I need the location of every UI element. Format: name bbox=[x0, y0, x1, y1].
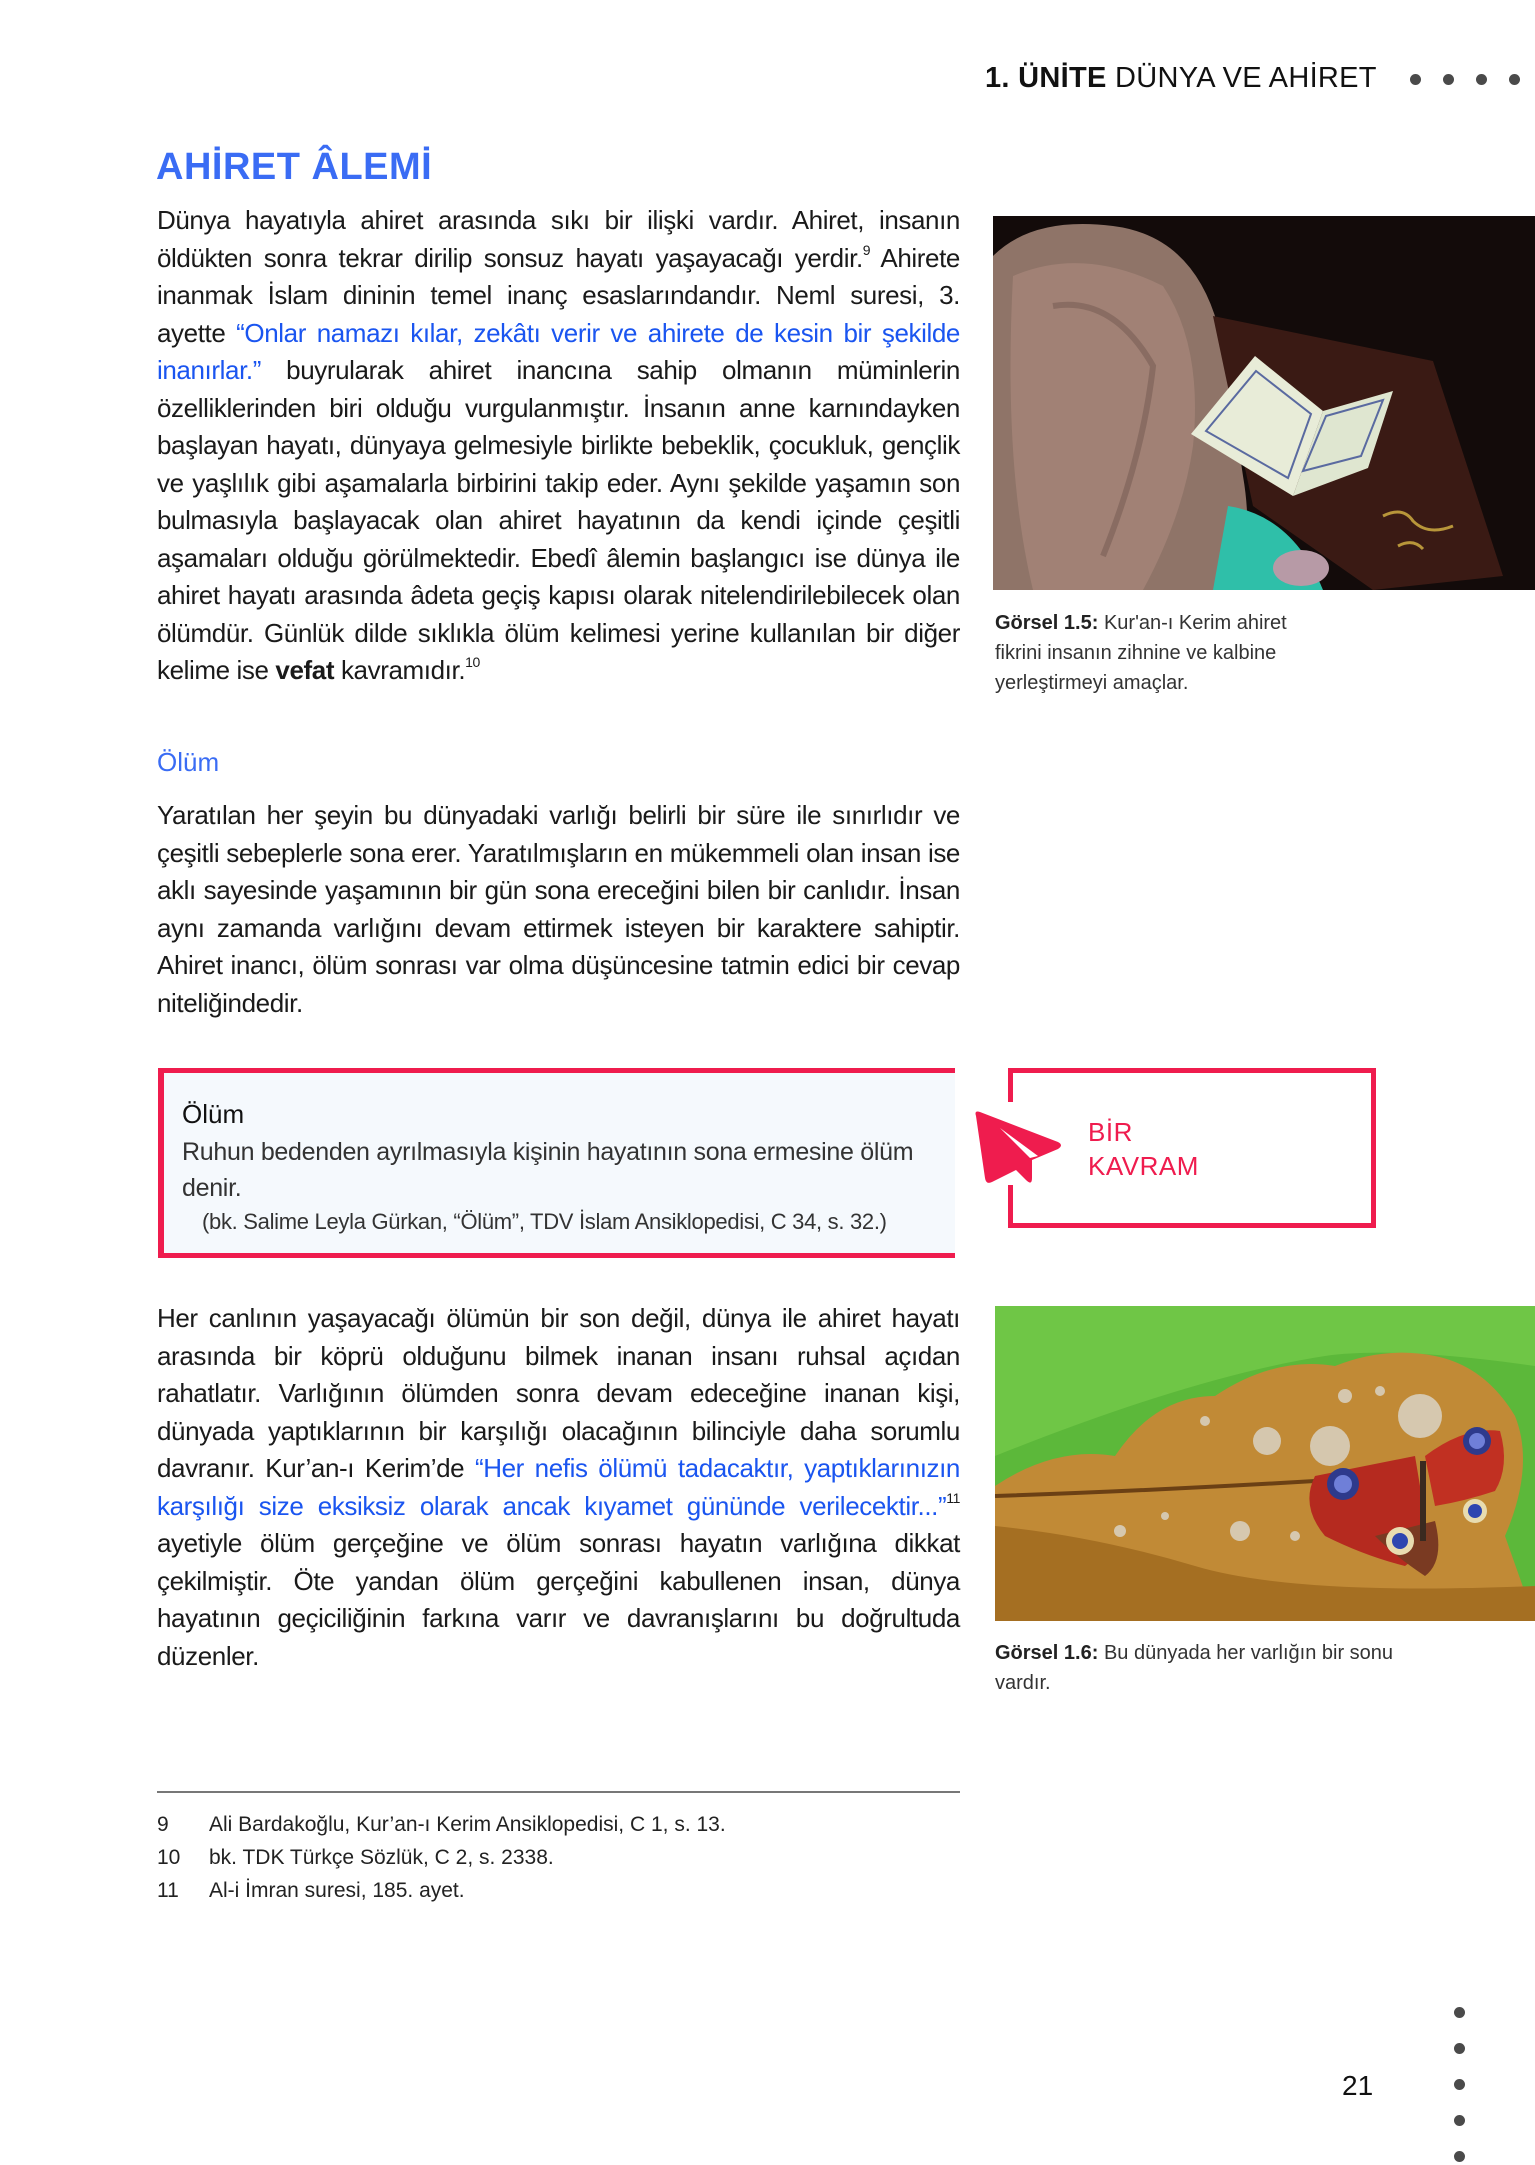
concept-label-line1: BİR bbox=[1088, 1117, 1133, 1147]
header-dots bbox=[1410, 74, 1520, 85]
footnotes bbox=[157, 1808, 726, 1907]
section-title: AHİRET ÂLEMİ bbox=[156, 146, 433, 188]
footnote-item bbox=[157, 1841, 726, 1874]
unit-header bbox=[985, 62, 1377, 102]
definition-text: Ruhun bedenden ayrılmasıyla kişinin hayatının sona ermesine ölüm denir. bbox=[182, 1138, 914, 1202]
side-dots bbox=[1454, 2007, 1465, 2162]
unit-number: 1. ÜNİTE bbox=[985, 62, 1107, 94]
dot-icon bbox=[1476, 74, 1487, 85]
figure-label: Görsel 1.6: bbox=[995, 1642, 1099, 1664]
dot-icon bbox=[1443, 74, 1454, 85]
footnote-text: bk. TDK Türkçe Sözlük, C 2, s. 2338. bbox=[209, 1846, 554, 1869]
footnote-text: Al-i İmran suresi, 185. ayet. bbox=[209, 1879, 465, 1902]
definition-source: (bk. Salime Leyla Gürkan, “Ölüm”, TDV İslam Ansiklopedisi, C 34, s. 32.) bbox=[202, 1209, 887, 1234]
text: ayetiyle ölüm gerçeğine ve ölüm sonrası hayatın varlığına dikkat çekilmiştir. Öte yandan ölüm gerçeğini kabullenen insan, dünya hayatının geçiciliğinin farkına varır ve davranışlarını bu doğrultuda düzenler. bbox=[157, 1528, 960, 1671]
figure-caption-1-6 bbox=[995, 1638, 1395, 1698]
footnote-number: 10 bbox=[157, 1846, 181, 1869]
footnote-ref[interactable]: 9 bbox=[862, 241, 871, 258]
concept-label bbox=[1088, 1115, 1199, 1183]
text: kavramıdır. bbox=[334, 655, 466, 685]
footnote-item bbox=[157, 1874, 726, 1907]
dot-icon bbox=[1454, 2115, 1465, 2126]
text: Ahirete inanmak İslam dininin temel inanç esaslarındandır. Neml suresi, 3. ayette bbox=[157, 242, 960, 348]
text: Her canlının yaşayacağı ölümün bir son değil, dünya ile ahiret hayatı arasında bir köprü olduğunu bilmek inanan insanı ruhsal açıdan rahatlatır. Varlığının ölümden sonra devam edeceğine inanan kişi, dünyada yaptıklarının bir karşılığı olacağının bilinciyle daha sorumlu davranır. Kur’an-ı Kerim’de bbox=[157, 1303, 960, 1483]
dot-icon bbox=[1410, 74, 1421, 85]
dot-icon bbox=[1509, 74, 1520, 85]
definition-term: Ölüm bbox=[182, 1099, 245, 1129]
footnote-ref[interactable]: 11 bbox=[946, 1489, 960, 1506]
text: Dünya hayatıyla ahiret arasında sıkı bir ilişki vardır. Ahiret, insanın öldükten sonra tekrar dirilip sonsuz hayatı yaşayacağı yerdir. bbox=[157, 205, 960, 273]
bold-term: vefat bbox=[275, 655, 335, 685]
footnote-text: Ali Bardakoğlu, Kur’an-ı Kerim Ansiklopedisi, C 1, s. 13. bbox=[209, 1813, 726, 1836]
verse-quote: “Her nefis ölümü tadacaktır, yaptıklarınızın karşılığı size eksiksiz olarak ancak kıyamet gününde verilecektir...” bbox=[157, 1453, 960, 1521]
figure-caption-text: Kur'an-ı Kerim ahiret fikrini insanın zihnine ve kalbine yerleştirmeyi amaçlar. bbox=[995, 612, 1287, 694]
dot-icon bbox=[1454, 2151, 1465, 2162]
dot-icon bbox=[1454, 2007, 1465, 2018]
page-number: 21 bbox=[1342, 2070, 1374, 2101]
footnote-ref[interactable]: 10 bbox=[465, 654, 480, 670]
figure-caption-1-5 bbox=[995, 608, 1325, 698]
concept-label-line2: KAVRAM bbox=[1088, 1151, 1199, 1181]
dot-icon bbox=[1454, 2043, 1465, 2054]
figure-butterfly-leaf bbox=[995, 1306, 1535, 1621]
figure-quran-reading bbox=[993, 216, 1535, 590]
unit-title: DÜNYA VE AHİRET bbox=[1115, 62, 1377, 94]
footnote-divider bbox=[157, 1791, 960, 1793]
footnote-number: 9 bbox=[157, 1813, 169, 1836]
paragraph-intro bbox=[157, 202, 960, 690]
footnote-number: 11 bbox=[157, 1879, 179, 1902]
verse-quote: “Onlar namazı kılar, zekâtı verir ve ahirete de kesin bir şekilde inanırlar.” bbox=[157, 317, 960, 385]
paper-plane-icon bbox=[972, 1108, 1062, 1190]
figure-caption-text: Bu dünyada her varlığın bir sonu vardır. bbox=[995, 1642, 1394, 1694]
figure-label: Görsel 1.5: bbox=[995, 612, 1099, 634]
paragraph-olum: Yaratılan her şeyin bu dünyadaki varlığı belirli bir süre ile sınırlıdır ve çeşitli sebeplerle sona erer. Yaratılmışların en mükemmeli olan insan ise aklı sayesinde yaşamının bir gün sona ereceğini bilen bir canlıdır. İnsan aynı zamanda varlığını devam ettirmek isteyen bir karaktere sahiptir. Ahiret inancı, ölüm sonrası var olma düşüncesine tatmin edici bir cevap niteliğindedir. bbox=[157, 800, 960, 1018]
subheading-olum: Ölüm bbox=[157, 747, 220, 777]
footnote-item bbox=[157, 1808, 726, 1841]
paragraph-bridge bbox=[157, 1300, 960, 1675]
dot-icon bbox=[1454, 2079, 1465, 2090]
text: buyrularak ahiret inancına sahip olmanın müminlerin özelliklerinden biri olduğu vurgulanmıştır. İnsanın anne karnındayken başlayan hayatı, dünyaya gelmesiyle birlikte bebeklik, çocukluk, gençlik ve yaşlılık gibi aşamalarla birbirini takip eder. Aynı şekilde yaşamın son bulmasıyla başlayacak olan ahiret hayatının da kendi içinde çeşitli aşamaları olduğu görülmektedir. Ebedî âlemin başlangıcı ise dünya ile ahiret hayatı arasında âdeta geçiş kapısı olarak nitelendirilebilecek olan ölümdür. Günlük dilde sıklıkla ölüm kelimesi yerine kullanılan bir diğer kelime ise bbox=[157, 355, 960, 685]
